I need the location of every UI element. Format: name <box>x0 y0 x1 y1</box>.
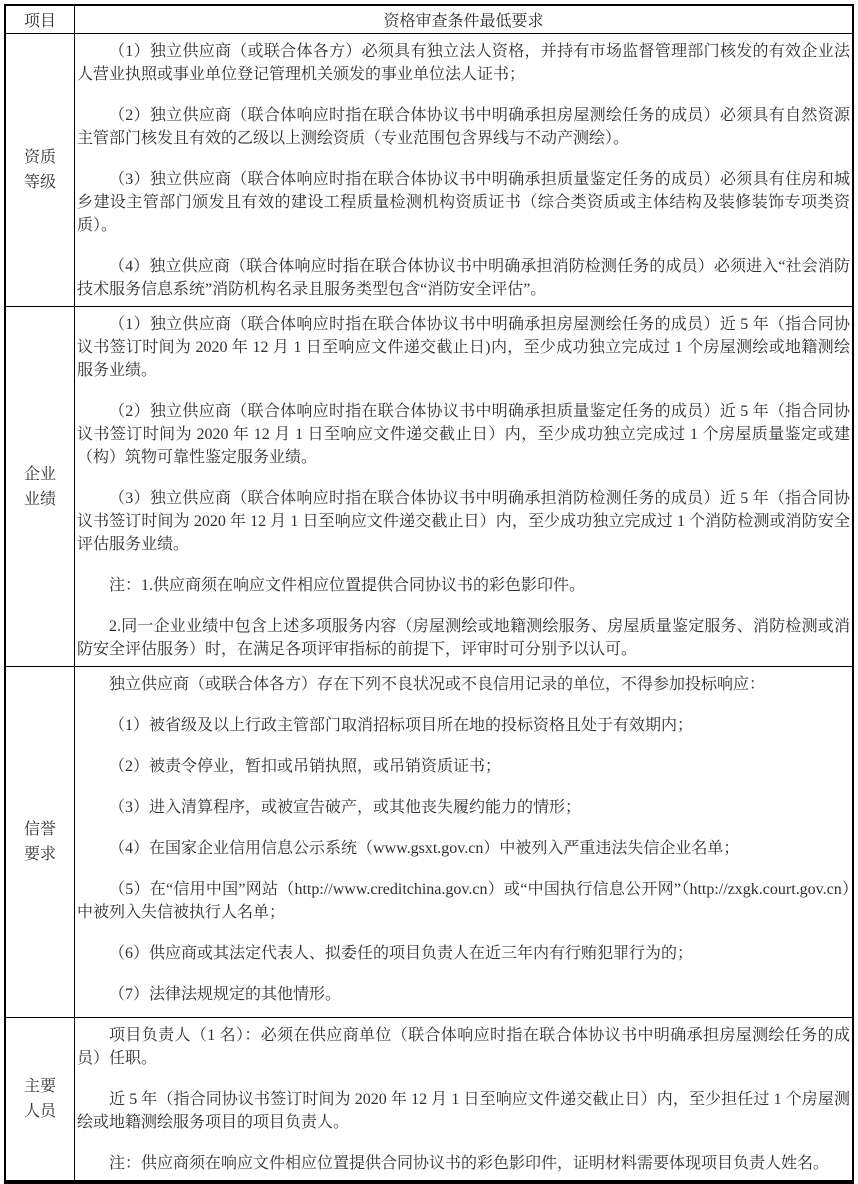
requirement-paragraph: 2.同一企业业绩中包含上述多项服务内容（房屋测绘或地籍测绘服务、房屋质量鉴定服务、消防检测或消防安全评估服务）时，在满足各项评审指标的前提下，评审时可分别予以认可。 <box>77 618 850 658</box>
row-content <box>75 34 852 306</box>
table-row <box>6 667 852 1018</box>
row-label: 资质等级 <box>23 149 56 191</box>
row-label: 信誉要求 <box>23 821 56 863</box>
requirement-paragraph: 注：供应商须在响应文件相应位置提供合同协议书的彩色影印件，证明材料需要体现项目负责人姓名。 <box>109 1155 830 1172</box>
requirement-paragraph: 注：1.供应商须在响应文件相应位置提供合同协议书的彩色影印件。 <box>109 577 586 594</box>
requirement-paragraph: （4）独立供应商（联合体响应时指在联合体协议书中明确承担消防检测任务的成员）必须进入“社会消防技术服务信息系统”消防机构名录且服务类型包含“消防安全评估”。 <box>77 258 850 298</box>
table-row <box>6 1018 852 1180</box>
table-header-row <box>6 6 852 34</box>
requirement-paragraph: 项目负责人（1 名）：必须在供应商单位（联合体响应时指在联合体协议书中明确承担房屋测绘任务的成员）任职。 <box>77 1027 850 1067</box>
header-requirements-label: 资格审查条件最低要求 <box>383 13 544 30</box>
row-label: 主要人员 <box>23 1078 56 1120</box>
row-content <box>75 667 852 1017</box>
requirement-paragraph: （4）在国家企业信用信息公示系统（www.gsxt.gov.cn）中被列入严重违法失信企业名单； <box>109 840 740 857</box>
table-row <box>6 307 852 667</box>
header-cell-item <box>6 6 75 33</box>
header-item-label: 项目 <box>23 13 56 30</box>
requirement-paragraph: （3）独立供应商（联合体响应时指在联合体协议书中明确承担质量鉴定任务的成员）必须具有住房和城乡建设主管部门颁发且有效的建设工程质量检测机构资质证书（综合类资质或主体结构及装修装饰专项类资质）。 <box>77 171 850 234</box>
row-label-cell <box>6 307 75 666</box>
row-content <box>75 307 852 666</box>
requirement-paragraph: 近 5 年（指合同协议书签订时间为 2020 年 12 月 1 日至响应文件递交截止日）内，至少担任过 1 个房屋测绘或地籍测绘服务项目的项目负责人。 <box>77 1091 850 1131</box>
row-label: 企业业绩 <box>23 465 56 508</box>
requirement-paragraph: （5）在“信用中国”网站（http://www.creditchina.gov.cn）或“中国执行信息公开网”（http://zxgk.court.gov.cn）中被列入失信被执行人名单； <box>77 881 850 921</box>
requirement-paragraph: （2）被责令停业，暂扣或吊销执照，或吊销资质证书； <box>109 758 502 775</box>
requirement-paragraph: （2）独立供应商（联合体响应时指在联合体协议书中明确承担房屋测绘任务的成员）必须具有自然资源主管部门核发且有效的乙级以上测绘资质（专业范围包含界线与不动产测绘）。 <box>77 107 850 147</box>
row-label-cell <box>6 1018 75 1180</box>
requirement-paragraph: （1）独立供应商（联合体响应时指在联合体协议书中明确承担房屋测绘任务的成员）近 5 年（指合同协议书签订时间为 2020 年 12 月 1 日至响应文件递交截止日)内，至少成功独立完成过 1 个房屋测绘或地籍测绘服务业绩。 <box>77 316 850 379</box>
table-row <box>6 34 852 307</box>
qualification-table-body <box>6 34 852 1180</box>
requirement-paragraph: （7）法律法规规定的其他情形。 <box>109 986 342 1003</box>
row-label-cell <box>6 667 75 1017</box>
requirement-paragraph: （3）进入清算程序，或被宣告破产，或其他丧失履约能力的情形； <box>109 799 582 816</box>
requirement-paragraph: （6）供应商或其法定代表人、拟委任的项目负责人在近三年内有行贿犯罪行为的； <box>109 945 694 962</box>
requirement-paragraph: （1）被省级及以上行政主管部门取消招标项目所在地的投标资格且处于有效期内； <box>109 717 694 734</box>
row-content <box>75 1018 852 1180</box>
requirement-paragraph: （2）独立供应商（联合体响应时指在联合体协议书中明确承担质量鉴定任务的成员）近 5 年（指合同协议书签订时间为 2020 年 12 月 1 日至响应文件递交截止日）内，至少成功独立完成过 1 个房屋质量鉴定或建（构）筑物可靠性鉴定服务业绩。 <box>77 403 850 466</box>
qualification-requirements-table <box>4 4 854 1184</box>
requirement-paragraph: （1）独立供应商（或联合体各方）必须具有独立法人资格，并持有市场监督管理部门核发的有效企业法人营业执照或事业单位登记管理机关颁发的事业单位法人证书； <box>77 43 850 83</box>
requirement-paragraph: （3）独立供应商（联合体响应时指在联合体协议书中明确承担消防检测任务的成员）近 5 年（指合同协议书签订时间为 2020 年 12 月 1 日至响应文件递交截止日）内，至少成功独立完成过 1 个消防检测或消防安全评估服务业绩。 <box>77 490 850 553</box>
header-cell-requirements <box>75 6 852 33</box>
requirement-paragraph: 独立供应商（或联合体各方）存在下列不良状况或不良信用记录的单位，不得参加投标响应： <box>109 676 766 693</box>
row-label-cell <box>6 34 75 306</box>
